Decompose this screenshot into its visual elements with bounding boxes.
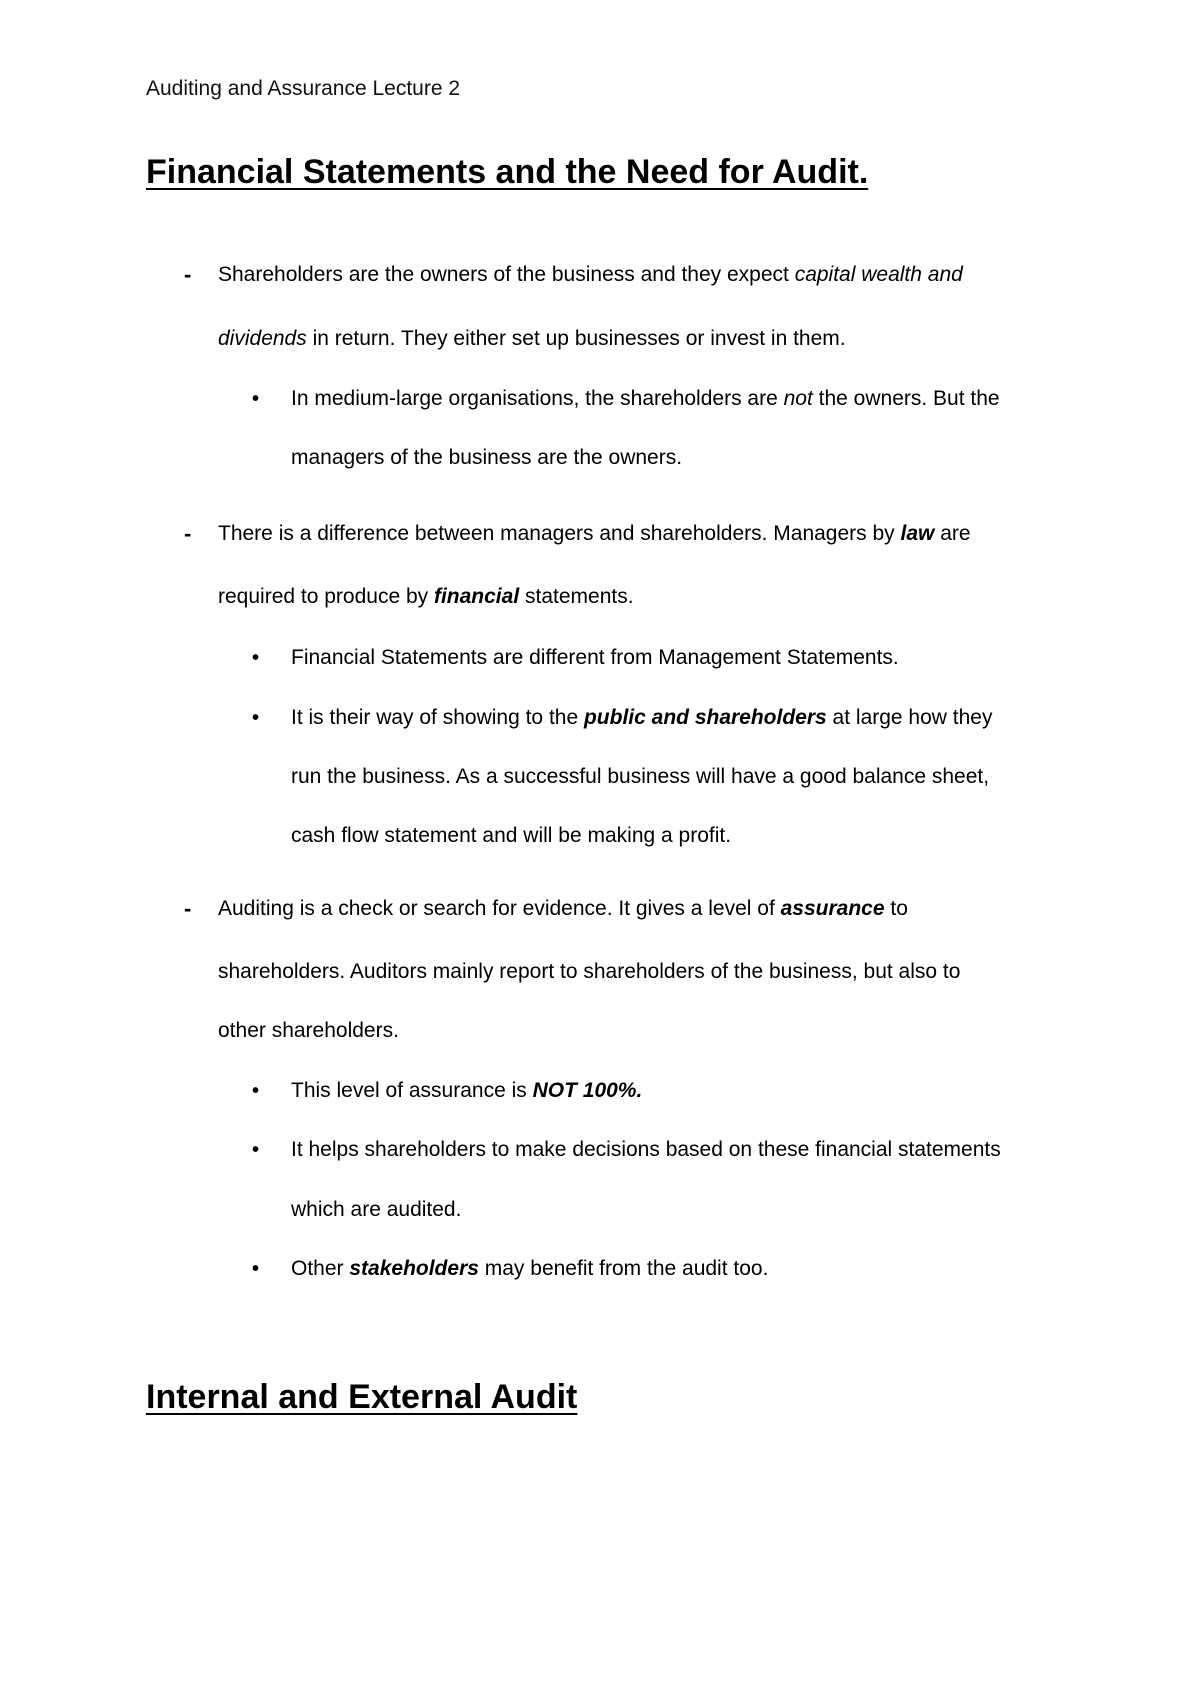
paragraph-line: required to produce by financial statements. [218,585,634,608]
bullet-marker: • [252,1080,260,1102]
bullet-line: It helps shareholders to make decisions based on these financial statements [291,1138,1001,1161]
paragraph-line: dividends in return. They either set up businesses or invest in them. [218,327,846,350]
bullet-marker: • [252,1258,260,1280]
bullet-line: It is their way of showing to the public and shareholders at large how they [291,706,993,729]
section-heading-financial-statements: Financial Statements and the Need for Audit. [146,153,869,191]
bullet-line: run the business. As a successful business will have a good balance sheet, [291,765,990,788]
bullet-line: Financial Statements are different from Management Statements. [291,646,899,669]
page-header: Auditing and Assurance Lecture 2 [146,77,461,100]
bullet-line: cash flow statement and will be making a profit. [291,824,732,847]
bullet-line: This level of assurance is NOT 100%. [291,1079,643,1102]
dash-marker: - [184,521,192,546]
bullet-marker: • [252,1139,260,1161]
bullet-line: which are audited. [291,1198,462,1221]
bullet-line: Other stakeholders may benefit from the audit too. [291,1257,769,1280]
dash-marker: - [184,896,192,921]
paragraph-line: shareholders. Auditors mainly report to shareholders of the business, but also to [218,960,961,983]
paragraph-line: Shareholders are the owners of the business and they expect capital wealth and [218,263,963,286]
paragraph-line: There is a difference between managers and shareholders. Managers by law are [218,522,971,545]
paragraph-line: Auditing is a check or search for evidence. It gives a level of assurance to [218,897,908,920]
bullet-marker: • [252,707,260,729]
bullet-line: In medium-large organisations, the shareholders are not the owners. But the [291,387,1000,410]
paragraph-line: other shareholders. [218,1019,399,1042]
bullet-line: managers of the business are the owners. [291,446,683,469]
dash-marker: - [184,262,192,287]
bullet-marker: • [252,388,260,410]
section-heading-internal-external-audit: Internal and External Audit [146,1378,578,1416]
bullet-marker: • [252,647,260,669]
